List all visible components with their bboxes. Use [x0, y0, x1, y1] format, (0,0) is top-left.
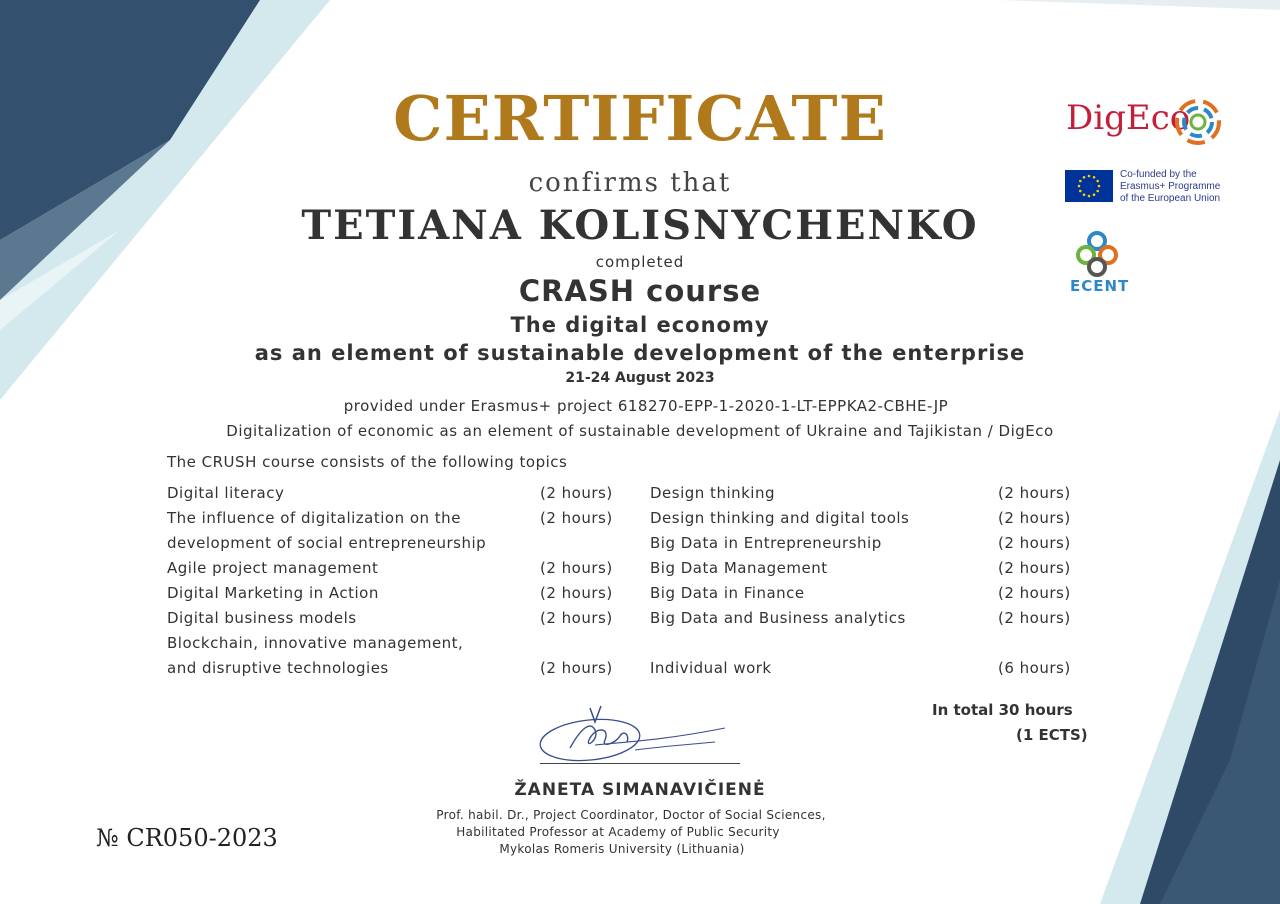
course-subtitle-line1: The digital economy	[510, 313, 770, 337]
right-topic-hours: (2 hours)	[998, 484, 1071, 502]
total-hours: In total 30 hours	[932, 701, 1073, 719]
left-topic-line: The influence of digitalization on the	[167, 509, 461, 527]
topics-intro: The CRUSH course consists of the following topics	[167, 453, 568, 471]
right-topic-hours: (2 hours)	[998, 534, 1071, 552]
left-topic-line: Digital literacy	[167, 484, 285, 502]
eu-cofunded-text	[1120, 169, 1220, 205]
left-topic-line: development of social entrepreneurship	[167, 534, 487, 552]
completed-text: completed	[595, 253, 685, 271]
signature-image	[535, 700, 735, 770]
right-topic-hours: (2 hours)	[998, 509, 1071, 527]
total-ects: (1 ECTS)	[1016, 726, 1088, 744]
right-topic-hours: (6 hours)	[998, 659, 1071, 677]
course-name: CRASH course	[518, 274, 762, 308]
left-topic-hours: (2 hours)	[540, 609, 613, 627]
left-topic-line: Blockchain, innovative management,	[167, 634, 464, 652]
signer-credentials-line: Habilitated Professor at Academy of Public Security	[456, 825, 780, 839]
globe-swirl-icon	[1174, 98, 1222, 146]
certificate-title: CERTIFICATE	[393, 82, 887, 155]
left-topic-hours: (2 hours)	[540, 584, 613, 602]
course-dates: 21-24 August 2023	[565, 370, 715, 386]
eu-text-line: Co-funded by the	[1120, 169, 1197, 180]
signature-line	[540, 763, 740, 764]
right-topic-line: Big Data in Entrepreneurship	[650, 534, 882, 552]
eu-text-line: of the European Union	[1120, 193, 1221, 204]
left-topic-line: Digital Marketing in Action	[167, 584, 379, 602]
right-topic-hours: (2 hours)	[998, 609, 1071, 627]
course-subtitle-line2: as an element of sustainable development of the enterprise	[254, 341, 1026, 365]
signer-name: ŽANETA SIMANAVIČIENĖ	[514, 780, 766, 800]
provided-under-text: provided under Erasmus+ project 618270-EPP-1-2020-1-LT-EPPKA2-CBHE-JP	[343, 397, 949, 415]
eu-flag-icon	[1065, 170, 1113, 202]
ecent-logo-icon	[1072, 230, 1122, 278]
left-topic-line: Agile project management	[167, 559, 379, 577]
right-topic-line: Design thinking	[650, 484, 776, 502]
left-topic-hours: (2 hours)	[540, 559, 613, 577]
recipient-name: TETIANA KOLISNYCHENKO	[301, 202, 979, 249]
certificate-number: № CR050-2023	[96, 824, 278, 852]
ecent-logo-text: ECENT	[1070, 277, 1130, 295]
confirms-text: confirms that	[528, 168, 732, 198]
left-topic-hours: (2 hours)	[540, 484, 613, 502]
project-title: Digitalization of economic as an element of sustainable development of Ukraine and Tajikistan / DigEco	[226, 422, 1054, 440]
right-topic-hours: (2 hours)	[998, 559, 1071, 577]
right-topic-line: Design thinking and digital tools	[650, 509, 910, 527]
eu-text-line: Erasmus+ Programme	[1120, 181, 1221, 192]
signer-credentials-line: Mykolas Romeris University (Lithuania)	[499, 842, 745, 856]
right-topic-line: Big Data Management	[650, 559, 828, 577]
left-topic-line: and disruptive technologies	[167, 659, 389, 677]
right-topic-line: Big Data and Business analytics	[650, 609, 906, 627]
right-topic-line: Big Data in Finance	[650, 584, 805, 602]
left-topic-hours: (2 hours)	[540, 509, 613, 527]
right-topic-line: Individual work	[650, 659, 772, 677]
signer-credentials-line: Prof. habil. Dr., Project Coordinator, Doctor of Social Sciences,	[436, 808, 826, 822]
digeco-logo: DigEco	[1066, 98, 1191, 138]
right-topic-hours: (2 hours)	[998, 584, 1071, 602]
left-topic-hours: (2 hours)	[540, 659, 613, 677]
left-topic-line: Digital business models	[167, 609, 357, 627]
